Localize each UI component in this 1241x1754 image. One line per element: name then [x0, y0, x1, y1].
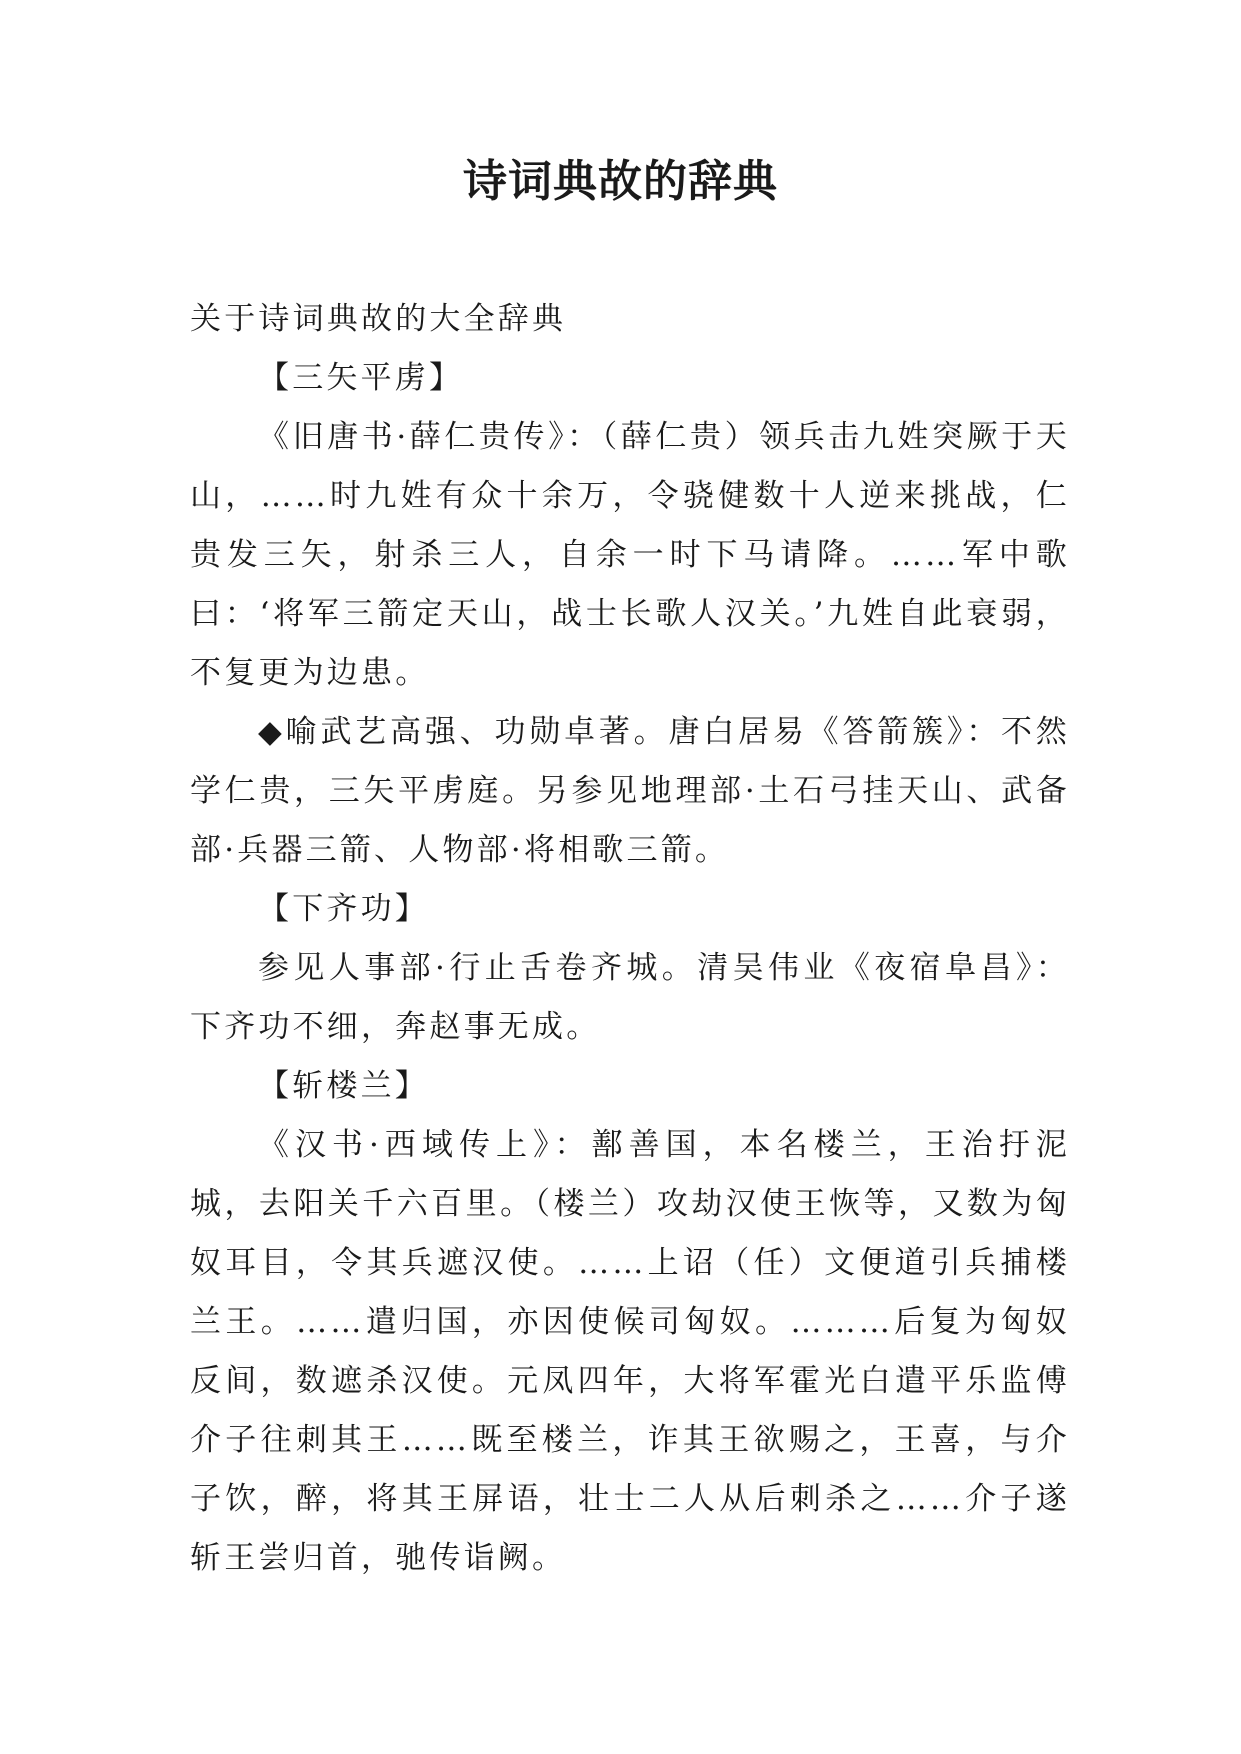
entry-paragraph: 参见人事部·行止舌卷齐城。清吴伟业《夜宿阜昌》：下齐功不细，奔赵事无成。	[190, 950, 1070, 1045]
document-body	[190, 290, 1070, 1588]
entry-heading-sanshi-pinglu: 【三矢平虏】	[258, 360, 464, 396]
intro-line: 关于诗词典故的大全辞典	[190, 301, 567, 337]
entry-heading-zhan-loulan: 【斩楼兰】	[258, 1068, 429, 1104]
entry-paragraph: ◆喻武艺高强、功勋卓著。唐白居易《答箭簇》：不然学仁贵，三矢平虏庭。另参见地理部·土石弓挂天山、武备部·兵器三箭、人物部·将相歌三箭。	[190, 714, 1070, 868]
entry-paragraph: 《汉书·西域传上》：鄯善国，本名楼兰，王治扜泥城，去阳关千六百里。（楼兰）攻劫汉使王恢等，又数为匈奴耳目，令其兵遮汉使。……上诏（任）文便道引兵捕楼兰王。……遣归国，亦因使候司匈奴。………后复为匈奴反间，数遮杀汉使。元凤四年，大将军霍光白遣平乐监傅介子往刺其王……既至楼兰，诈其王欲赐之，王喜，与介子饮，醉，将其王屏语，壮士二人从后刺杀之……介子遂斩王尝归首，驰传诣阙。	[190, 1127, 1070, 1576]
entry-heading-xiaqi-gong: 【下齐功】	[258, 891, 429, 927]
entry-paragraph: 《旧唐书·薛仁贵传》：（薛仁贵）领兵击九姓突厥于天山，……时九姓有众十余万，令骁健数十人逆来挑战，仁贵发三矢，射杀三人，自余一时下马请降。……军中歌曰：‘将军三箭定天山，战士长歌人汉关。’九姓自此衰弱，不复更为边患。	[190, 419, 1070, 691]
document-title: 诗词典故的辞典	[463, 156, 778, 207]
